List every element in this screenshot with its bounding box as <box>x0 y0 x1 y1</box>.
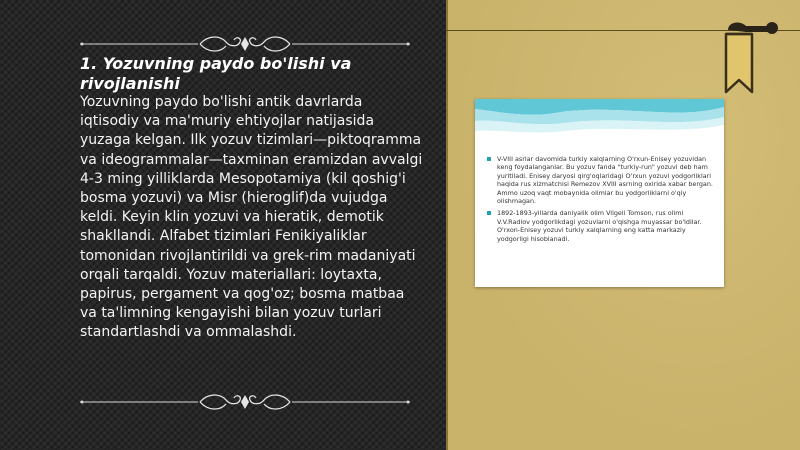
wave-decoration-icon <box>475 99 724 151</box>
list-item-text: 1892-1893-yillarda daniyalik olim Vilgeli Tomson, rus olimi V.V.Radlov yodgorlikdagi yozuvlarni o'qishga muyassar bo'ldilar. O'rxon-Enisey yozuvi turkiy xalqlarning eng katta markaziy yodgorligi hisoblanadi. <box>497 209 702 243</box>
ornament-top-icon <box>80 34 410 54</box>
bullet-icon <box>487 211 491 215</box>
bookmark-ribbon-icon <box>718 18 778 98</box>
list-item <box>487 155 717 205</box>
card-bullet-list <box>487 155 717 247</box>
slide-body-text: Yozuvning paydo bo'lishi antik davrlarda iqtisodiy va ma'muriy ehtiyojlar natijasida yuzaga kelgan. Ilk yozuv tizimlari—piktoqramma va ideogrammalar—taxminan eramizdan avvalgi 4-3 ming yilliklarda Mesopotamiya (kil qoshig'i bosma yozuvi) va Misr (hieroglif)da vujudga keldi. Keyin klin yozuvi va hieratik, demotik shakllandi. Alfabet tizimlari Fenikiyaliklar tomonidan rivojlantirildi va grek-rim madaniyati orqali tarqaldi. Yozuv materiallari: loytaxta, papirus, pergament va qog'oz; bosma matbaa va ta'limning kengayishi bilan yozuv turlari standartlashdi va ommalashdi. <box>80 94 423 341</box>
list-item <box>487 209 717 243</box>
panel-divider <box>446 0 448 450</box>
bullet-icon <box>487 157 491 161</box>
ornament-bottom-icon <box>80 392 410 412</box>
list-item-text: V-VIII asrlar davomida turkiy xalqlarning O'rxun-Enisey yozuvidan keng foydalanganlar. Bu yozuv fanda "turkiy-run" yozuvi deb ham yuritiladi. Enisey daryosi qirg'oqlaridagi O'rxun yozuvi yodgorliklari haqida rus xizmatchisi Remezov XVIII asrning oxirida xabar bergan. Ammo uzoq vaqt mobaynida olimlar bu yodgorliklarni o'qiy olishmagan. <box>497 155 713 206</box>
slide-title: 1. Yozuvning paydo bo'lishi va rivojlanishi <box>80 54 352 93</box>
image-card <box>475 99 724 287</box>
